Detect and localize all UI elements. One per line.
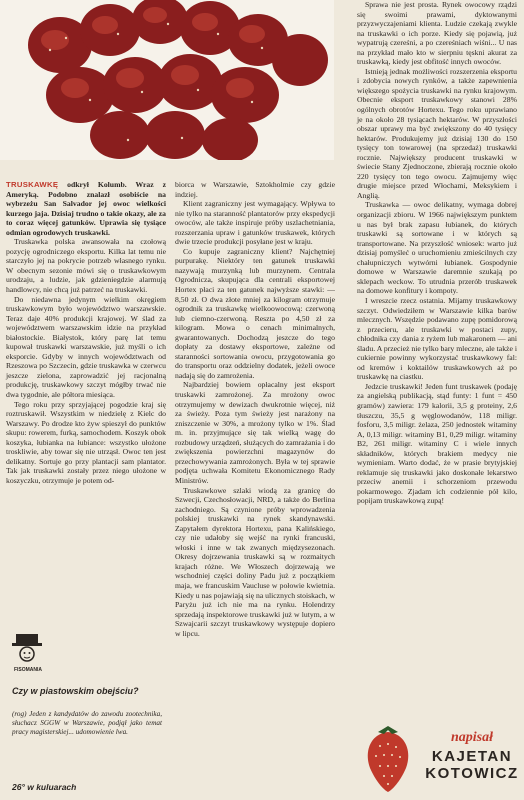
rubric-text: (rog) Jeden z kandydatów do zawodu zootechnika, słuchacz SGGW w Warszawie, podjął jako temat pracy magisterskiej... udomowienie lwa. <box>12 710 162 736</box>
paragraph: I wreszcie rzecz ostatnia. Mijamy truskawkowy szczyt. Odwiedziłem w Warszawie kilka barów mlecznych. Wszędzie podawano zupę pomidorową z przecieru, ale truskawki w postaci zupy, chłodnika czy dania z ryżem lub makaronem — ani śladu. A przecież nie tylko bary mleczne, ale także i cukiernie powinny wykorzystać truskawkowy fal: od kremów i koktailów truskawkowych aż po truskawkę na ciastku. <box>357 295 517 382</box>
byline <box>422 730 522 782</box>
paragraph: Sprawa nie jest prosta. Rynek owocowy rządzi się swoimi prawami, dyktowanymi przyzwyczajeniami klienta. Ludzie czekają zwykle na truskawki o ich porze. Kiedy się pojawią, już wypatrują czereśni, a po czereśniach wiśni... U nas na przykład mało kto w sierpniu tęskni akurat za truskawką, kiedy jest obfitość innych owoców. <box>357 0 517 67</box>
sidebar-rubric <box>6 630 166 800</box>
byline-label: napisał <box>450 730 493 745</box>
paragraph: Istnieją jednak możliwości rozszerzenia eksportu i zdobycia nowych rynków, a także zapewnienia większego spożycia truskawki na rynku krajowym. Obecnie eksport truskawkowy stanowi 28% ogólnych obrotów Hortexu. Tego roku uprawiano je na około 28 tysiącach hektarów. W przyszłości obszar uprawy ma być zwiększony do 40 tysięcy hektarów. Produkujemy już dzisiaj 130 do 150 tysięcy ton towarowej (na sprzedaż) truskawki rocznie. Największy producent truskawki w świecie Stany Zjednoczone, zbierają rocznie około 220 tysięcy ton tego owocu. Zajmujemy więc drugie miejsce przed Włochami, Meksykiem i Anglią. <box>357 66 517 200</box>
paragraph: Do niedawna jedynym wielkim okręgiem truskawkowym było województwo warszawskie. Teraz daje 40% produkcji krajowej. W ślad za województwem warszawskim idzie na przykład białostockie. Białystok, który parę lat temu kupował truskawki warszawskie, już myśli o ich eksporcie. Gdyby w innych województwach od Rzeszowa po Szczecin, gdzie truskawka w czerwcu jeszcze zielona, zaprowadzić jej racjonalną produkcję, truskawkowy szczyt mógłby trwać nie dwa tygodnie, ale półtora miesiąca. <box>6 294 166 400</box>
paragraph: Truskawka — owoc delikatny, wymaga dobrej organizacji zbioru. W 1966 największym punktem u nas był brak zapasu łubianek, do których truskawki są sortowane i w których są transportowane. Na przyszłość wniosek: warto już dzisiaj pomyśleć o uruchomieniu zmieścilnych czy chałupniczych wytwórni łubianek. Gospodynie domowe w Warszawie daremnie szukają po sklepach weckow. To utrudnia przerób truskawek na domowe konfitury i kompoty. <box>357 200 517 296</box>
article-column-3 <box>357 0 517 506</box>
paragraph: Klient zagraniczny jest wymagający. Wpływa to nie tylko na staranność plantatorów przy ekspedycji owoców, ale także inspiruje próby uszlachetniania, rozszerzania upraw i gatunków truskawek, których dwie trzecie produkcji posyłane jest w kraju. <box>175 199 335 247</box>
lead-paragraph: TRUSKAWKĘ odkrył Kolumb. Wraz z Ameryką. Podobno znalazł osobiście na wybrzeżu San Salvador jej owoc wielkości kurzego jaja. Dzisiaj trudno o takie okazy, ale za to coraz więcej gatunków. Uprawia się tysiące odmian ogrodowych truskawki. <box>6 180 166 237</box>
paragraph: Najbardziej bowiem opłacalny jest eksport truskawki zamrożonej. Za mrożony owoc otrzymujemy w dewizach dwukrotnie więcej, niż za świeży. Poza tym świeży jest narażony na zniszczenie w 30%, a mrożony tylko w 1%. Ślad m. in. przyjmujące się tak wielką wagę do rozbudowy urządzeń, służących do zamrażania i do zwiększenia powierzchni magazynów do przechowywania zamrożonych. Była w tej sprawie podjęta uchwała Komitetu Ekonomicznego Rady Ministrów. <box>175 380 335 485</box>
article-column-2 <box>175 180 335 638</box>
paragraph: Co kupuje zagraniczny klient? Najchętniej purpurakę. Niektóry ten gatunek truskawki nazywają murzynką lub murzynem. Centrala Ogrodnicza, skupująca dla centrali eksportowej Hortex płaci za ten gatunek najwyższe stawki: — 8,50 zł. O dwa złote mniej za kilogram otrzymuje ogrodnik za truskawkę wielkoowocową: czerwoną lub ciemno-czerwoną. Reszta po 4,50 zł za kilogram. Mowa o cenach minimalnych, gwarantowanych. Dochodzą jeszcze do tego dopłaty za dostawy eksportowe, zależne od staranności sortowania owocu, przygotowania go do transportu oraz oddzielny dodatek, jeżeli owoce nadają się do zamrożenia. <box>175 246 335 380</box>
paragraph: Truskawka polska awansowała na czołową pozycję ogrodniczego eksportu. Kilka lat temu nie starczyło jej na pokrycie potrzeb własnego rynku. W obecnym sezonie mówi się o truskawkowym urodzaju, a ludzie, jak gdzieniegdzie alarmują handlowcy, nie chcą już patrzeć na truskawki. <box>6 237 166 295</box>
rubric-title: Czy w piastowskim obejściu? <box>12 686 139 696</box>
byline-author: KAJETAN KOTOWICZ <box>425 748 519 782</box>
strawberry-icon <box>360 722 416 794</box>
headword: TRUSKAWKĘ <box>6 180 59 189</box>
paragraph: Truskawkowe szlaki wiodą za granicę do Szwecji, Czechosłowacji, NRD, a także do Berlina zachodniego. Są czynione próby wprowadzenia polskiej truskawki na rynek skandynawski. Zapytałem dyrektora Hortexu, pana Kalińskiego, czy nie udałoby się wejść na rynki francuski, włoski i inne w tak zwanych międzysezonach. Okresy dojrzewania truskawki są w rozmaitych krajach różne. We Włoszech dojrzewają we wschodniej części doliny Padu już z początkiem maja, we francuskim Vaucluse w połowie kwietnia. Kiedy u nas pojawiają się na ulicznych stoiskach, w Paryżu już ich nie ma na rynku. Holendrzy sprzedają inspektorowe truskawki już w lutym, a w Szwajcarii szczyt truskawkowy występuje dopiero w lipcu. <box>175 485 335 638</box>
svg-text:FISOMANIA: FISOMANIA <box>13 667 43 673</box>
rubric-footer: 26° w kuluarach <box>12 782 77 792</box>
strawberries-photo <box>0 0 334 160</box>
paragraph: biorca w Warszawie, Sztokholmie czy gdzie indziej. <box>175 180 335 199</box>
paragraph: Jedzcie truskawki! Jeden funt truskawek (podaję za angielską publikacją, stąd funty: 1 funt = 450 gramów) zawiera: 179 kalorii, 3,5 g proteiny, 2,6 tłuszczu, 35,5 g węglowodanów, 118 miligr. fosforu, 3,5 miligr. żelaza, 250 jednostek witaminy A, 0,13 miligr. witaminy B1, 0,29 miligr. witaminy B2, 261 miligr. witaminy C i wiele innych składników, których brakiem medycy nie wymieniam. Warto dodać, że w prasie brytyjskiej reklamuje się truskawki jako doskonałe lekarstwo przeciw anemii i schorzeniom przewodu pokarmowego. Zjadam ich codziennie pół kilo, popijam truskawkową zupą! <box>357 381 517 506</box>
article-column-1 <box>6 180 166 486</box>
fisomania-logo <box>6 630 50 674</box>
paragraph: Tego roku przy sprzyjającej pogodzie kraj się roztruskawił. Wszystkim w niedzielę z Kielc do Warszawy. Po drodze kto żyw spieszył do punktów skupu: rowerem, furką, samochodem. Koszyk obok koszyka, łubianka na łubiance: wszystko ułożone troskliwie, aby towar się nie utrząsł. Owoc ten jest delikatny. Sortuje go przy plantacji sam plantator. Tak jak truskawki zostały przez niego ułożone w koszyczku, otrzymuje je potem od- <box>6 399 166 485</box>
